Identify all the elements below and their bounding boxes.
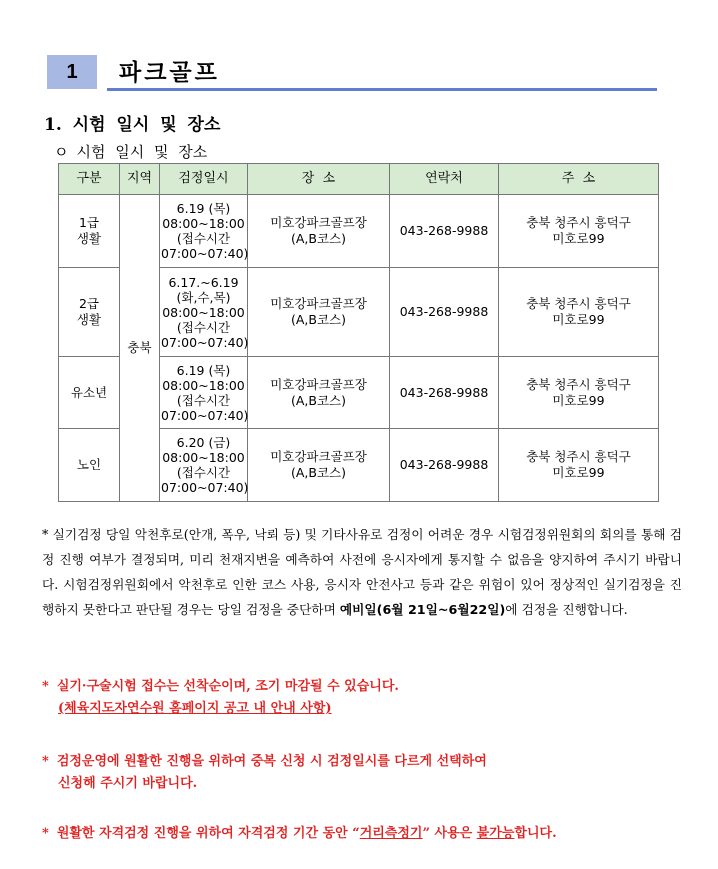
region-cell: 충북 <box>120 195 160 502</box>
header-region: 지역 <box>120 164 160 195</box>
place-cell: 미호강파크골프장 (A,B코스) <box>248 357 390 429</box>
header-category: 구분 <box>59 164 120 195</box>
subheading <box>54 141 207 162</box>
place-cell: 미호강파크골프장 (A,B코스) <box>248 429 390 502</box>
contact-cell: 043-268-9988 <box>390 268 499 357</box>
place-cell: 미호강파크골프장 (A,B코스) <box>248 268 390 357</box>
datetime-cell: 6.19 (목) 08:00~18:00 (접수시간 07:00~07:40) <box>160 357 248 429</box>
address-cell: 충북 청주시 흥덕구 미호로99 <box>499 357 659 429</box>
datetime-cell: 6.17.~6.19 (화,수,목) 08:00~18:00 (접수시간 07:00~07:40) <box>160 268 248 357</box>
heading: 1. 시험 일시 및 장소 <box>44 115 221 135</box>
weather-notice: * 실기검정 당일 악천후로(안개, 폭우, 낙뢰 등) 및 기타사유로 검정이 어려운 경우 시험검정위원회의 회의를 통해 검정 진행 여부가 결정되며, 미리 천재지변을 예측하여 사전에 응시자에게 통지할 수 없음을 양지하여 주시기 바랍니다. 시험검정위원회에서 악천후로 인한 코스 사용, 응시자 안전사고 등과 같은 위험이 있어 정상적인 실기검정을 진행하지 못한다고 판단될 경우는 당일 검정을 중단하며 예비일(6월 21일~6월22일)에 검정을 진행합니다. <box>42 527 682 617</box>
red-note-duplicate: * 검정운영에 원활한 진행을 위하여 중복 신청 시 검정일시를 다르게 선택하여 신청해 주시기 바랍니다. <box>42 754 487 791</box>
header-contact: 연락처 <box>390 164 499 195</box>
section-header <box>47 52 657 90</box>
red-note-rangefinder: * 원활한 자격검정 진행을 위하여 자격검정 기간 동안 “거리측정기” 사용은 불가능합니다. <box>42 826 557 841</box>
datetime-cell: 6.20 (금) 08:00~18:00 (접수시간 07:00~07:40) <box>160 429 248 502</box>
section-number: 1 <box>47 55 97 89</box>
contact-cell: 043-268-9988 <box>390 429 499 502</box>
datetime-cell: 6.19 (목) 08:00~18:00 (접수시간 07:00~07:40) <box>160 195 248 268</box>
subheading-text: 시험 일시 및 장소 <box>76 143 208 161</box>
address-cell: 충북 청주시 흥덕구 미호로99 <box>499 268 659 357</box>
table-row <box>59 195 659 268</box>
section-underline <box>107 88 657 91</box>
header-address: 주 소 <box>499 164 659 195</box>
red-note-registration: * 실기·구술시험 접수는 선착순이며, 조기 마감될 수 있습니다. (체육지도자연수원 홈페이지 공고 내 안내 사항) <box>42 679 399 716</box>
category-cell: 노인 <box>59 429 120 502</box>
contact-cell: 043-268-9988 <box>390 357 499 429</box>
address-cell: 충북 청주시 흥덕구 미호로99 <box>499 195 659 268</box>
reserve-date: 예비일(6월 21일~6월22일) <box>339 602 506 617</box>
category-cell: 2급 생활 <box>59 268 120 357</box>
table-header-row <box>59 164 659 195</box>
subheading-bullet: ㅇ <box>54 143 69 161</box>
header-datetime: 검정일시 <box>160 164 248 195</box>
address-cell: 충북 청주시 흥덕구 미호로99 <box>499 429 659 502</box>
schedule-table <box>58 163 659 502</box>
header-place: 장 소 <box>248 164 390 195</box>
category-cell: 1급 생활 <box>59 195 120 268</box>
contact-cell: 043-268-9988 <box>390 195 499 268</box>
place-cell: 미호강파크골프장 (A,B코스) <box>248 195 390 268</box>
section-title: 파크골프 <box>119 60 220 86</box>
category-cell: 유소년 <box>59 357 120 429</box>
